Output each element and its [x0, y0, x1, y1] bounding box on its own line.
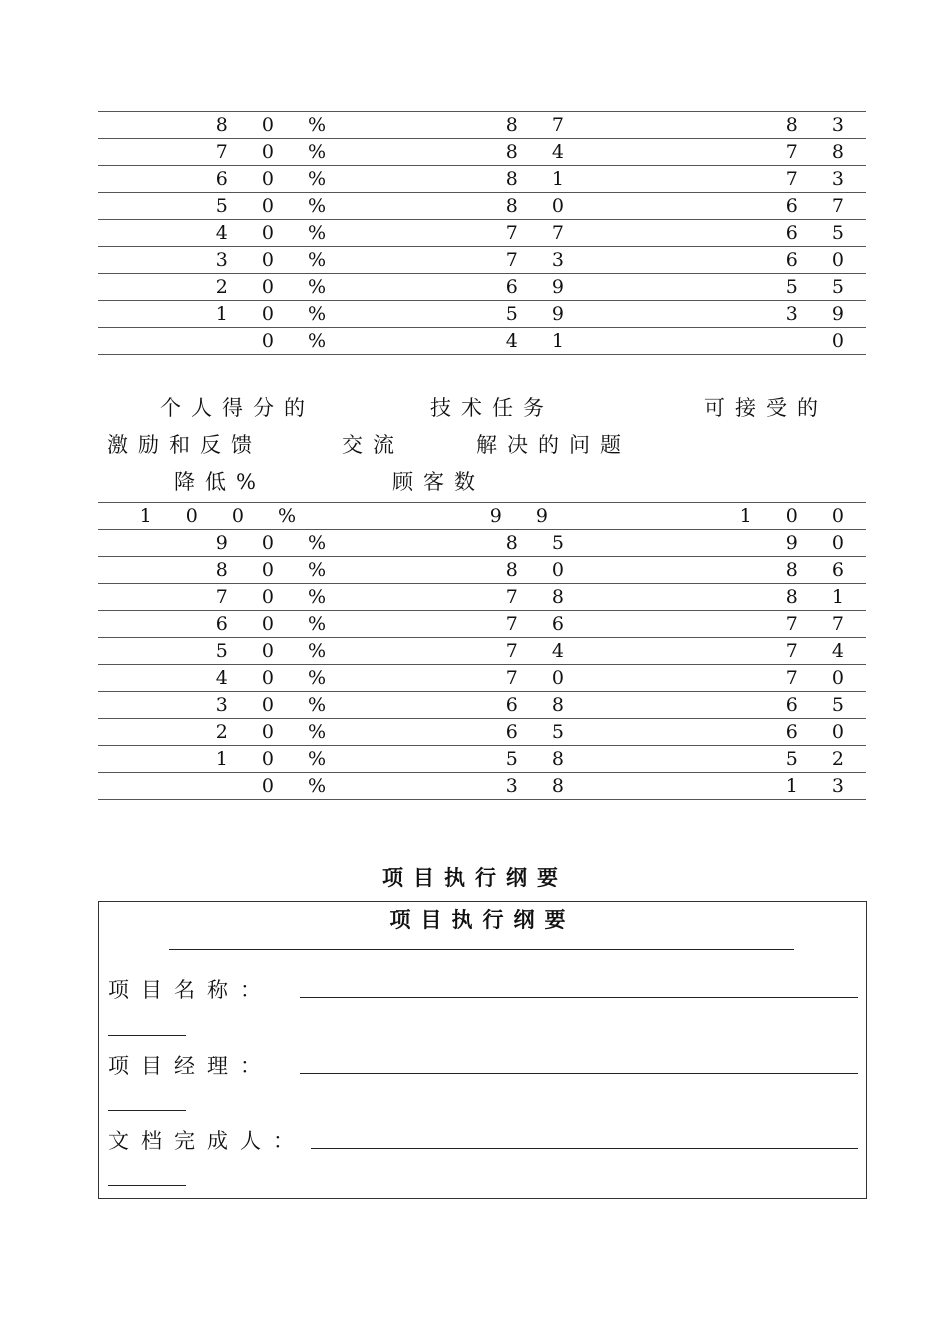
table-cell: 0 % [261, 330, 340, 352]
score-table-1 [98, 111, 866, 355]
table-cell: 7 4 [505, 640, 578, 662]
table-row [98, 502, 866, 529]
header-col1-line3: 降低% [174, 470, 266, 494]
table-cell: 6 5 [785, 694, 858, 716]
table-row [98, 583, 866, 610]
score-table-2 [98, 502, 866, 800]
table-row [98, 300, 866, 327]
table-cell: 7 3 [505, 249, 578, 271]
header-col1-line2: 激励和反馈 [107, 433, 262, 457]
header-col2-line2: 交流 [342, 433, 404, 457]
table-cell: 9 9 [489, 505, 562, 527]
table-row [98, 111, 866, 138]
table-cell: 6 9 [505, 276, 578, 298]
title-underline [169, 949, 794, 950]
table-cell: 2 0 % [215, 276, 340, 298]
table-cell: 6 7 [785, 195, 858, 217]
header-col2-line3: 顾客数 [392, 470, 485, 494]
table-cell: 4 0 % [215, 222, 340, 244]
section-title: 项目执行纲要 [382, 866, 568, 890]
project-name-field[interactable] [300, 997, 858, 998]
project-manager-field[interactable] [300, 1073, 858, 1074]
table-cell: 5 2 [785, 748, 858, 770]
table-cell: 4 1 [505, 330, 578, 352]
project-manager-label: 项目经理： [108, 1054, 273, 1078]
table-cell: 1 0 0 [739, 505, 858, 527]
table-cell: 6 0 % [215, 613, 340, 635]
table-cell: 3 8 [505, 775, 578, 797]
table-cell: 6 0 % [215, 168, 340, 190]
summary-form-box [98, 901, 867, 1199]
table-cell: 6 5 [785, 222, 858, 244]
table-row [98, 529, 866, 556]
table-cell: 8 1 [505, 168, 578, 190]
document-author-field-cont[interactable] [108, 1185, 186, 1186]
table-row [98, 138, 866, 165]
table-row [98, 219, 866, 246]
table-cell: 7 7 [785, 613, 858, 635]
table-cell: 1 0 0 % [139, 505, 310, 527]
table-cell: 8 0 [505, 195, 578, 217]
table-cell: 8 5 [505, 532, 578, 554]
project-manager-field-cont[interactable] [108, 1110, 186, 1111]
table-cell: 7 3 [785, 168, 858, 190]
table-cell: 6 0 [785, 249, 858, 271]
table-cell: 8 1 [785, 586, 858, 608]
table-cell: 4 0 % [215, 667, 340, 689]
table-cell: 5 5 [785, 276, 858, 298]
table-row [98, 165, 866, 192]
table-cell: 7 8 [785, 141, 858, 163]
table-cell: 7 0 [505, 667, 578, 689]
table-row [98, 610, 866, 637]
header-col2-line1: 技术任务 [430, 396, 554, 420]
project-name-field-cont[interactable] [108, 1035, 186, 1036]
table-cell: 9 0 [785, 532, 858, 554]
table-cell: 8 4 [505, 141, 578, 163]
table-cell: 7 0 % [215, 141, 340, 163]
table-row [98, 718, 866, 745]
table-row [98, 246, 866, 273]
table-row [98, 637, 866, 664]
table-cell: 1 0 % [215, 748, 340, 770]
table-cell: 5 8 [505, 748, 578, 770]
table-row [98, 556, 866, 583]
table-cell: 8 7 [505, 114, 578, 136]
document-author-field[interactable] [311, 1148, 858, 1149]
table-cell: 1 3 [785, 775, 858, 797]
table-cell: 8 0 % [215, 114, 340, 136]
table-cell: 2 0 % [215, 721, 340, 743]
table-cell: 8 0 % [215, 559, 340, 581]
document-author-label: 文档完成人： [108, 1129, 306, 1153]
table-cell: 5 9 [505, 303, 578, 325]
table-row [98, 192, 866, 219]
table-cell: 7 0 [785, 667, 858, 689]
table-cell: 6 8 [505, 694, 578, 716]
table-cell: 7 8 [505, 586, 578, 608]
table-row [98, 691, 866, 718]
table-cell: 6 5 [505, 721, 578, 743]
table-row [98, 273, 866, 300]
header-col3-line2: 解决的问题 [476, 433, 631, 457]
table-cell: 9 0 % [215, 532, 340, 554]
header-col3-line1: 可接受的 [704, 396, 828, 420]
table-cell: 7 0 % [215, 586, 340, 608]
table-row [98, 772, 866, 800]
table-cell: 8 3 [785, 114, 858, 136]
table-cell: 3 0 % [215, 249, 340, 271]
table-cell: 5 0 % [215, 640, 340, 662]
table-cell: 0 % [261, 775, 340, 797]
table-cell: 8 0 [505, 559, 578, 581]
table-row [98, 327, 866, 355]
table-row [98, 745, 866, 772]
table-cell: 0 [831, 330, 858, 352]
table-cell: 3 9 [785, 303, 858, 325]
header-col1-line1: 个人得分的 [160, 396, 315, 420]
table-cell: 3 0 % [215, 694, 340, 716]
table-cell: 7 7 [505, 222, 578, 244]
table-cell: 1 0 % [215, 303, 340, 325]
table-cell: 8 6 [785, 559, 858, 581]
table-cell: 5 0 % [215, 195, 340, 217]
table-cell: 7 4 [785, 640, 858, 662]
table-cell: 7 6 [505, 613, 578, 635]
table-row [98, 664, 866, 691]
table-cell: 6 0 [785, 721, 858, 743]
form-title: 项目执行纲要 [389, 908, 576, 932]
project-name-label: 项目名称： [108, 978, 273, 1002]
